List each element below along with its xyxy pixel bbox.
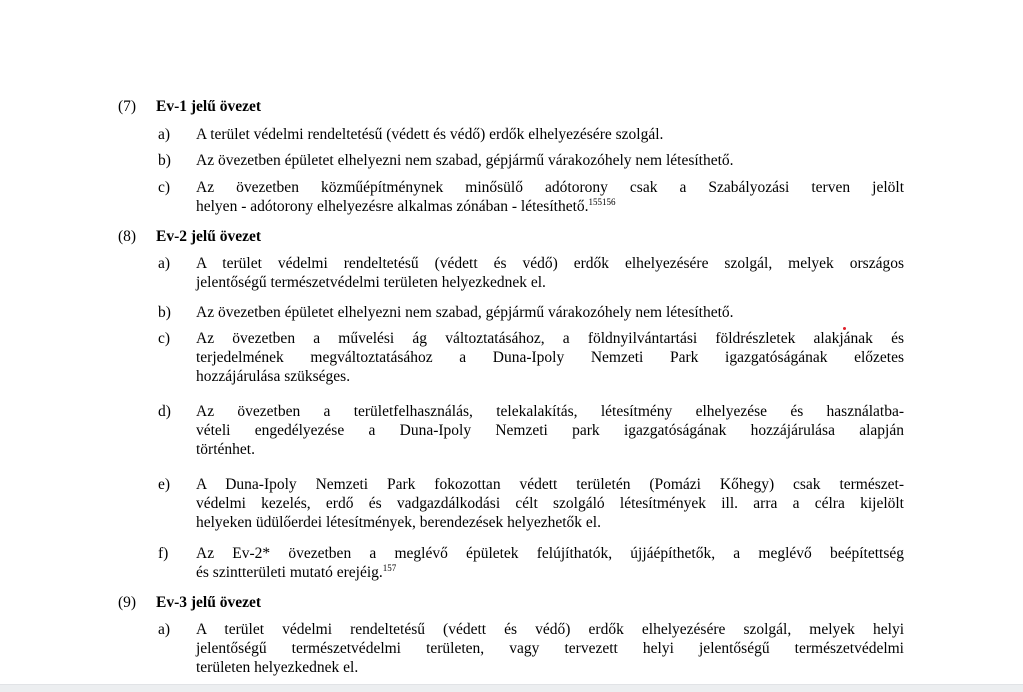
item-line: A terület védelmi rendeltetésű (védett és védő) erdők elhelyezésére szolgál, melyek országos bbox=[196, 255, 904, 272]
item-line: A terület védelmi rendeltetésű (védett és védő) erdők elhelyezésére szolgál. bbox=[196, 126, 664, 143]
item-line: védelmi kezelés, erdő és vadgazdálkodási célt szolgáló létesítmények ill. arra a célra kijelölt bbox=[196, 495, 904, 512]
section-number: (7) bbox=[118, 98, 137, 115]
section-title: Ev-3 jelű övezet bbox=[156, 594, 262, 611]
footnote-ref[interactable]: 157 bbox=[382, 563, 397, 573]
item-letter: c) bbox=[158, 179, 171, 196]
item-line: történhet. bbox=[196, 441, 255, 458]
item-line: Az övezetben közműépítménynek minősülő adótorony csak a Szabályozási terven jelölt bbox=[196, 179, 904, 196]
item-line: jelentőségű természetvédelmi területen helyezkednek el. bbox=[196, 274, 546, 291]
item-line: Az övezetben épületet elhelyezni nem szabad, gépjármű várakozóhely nem létesíthető. bbox=[196, 152, 734, 169]
item-line: A terület védelmi rendeltetésű (védett és védő) erdők elhelyezésére szolgál, melyek helyi bbox=[196, 621, 904, 638]
item-line: Az Ev-2* övezetben a meglévő épületek felújíthatók, újjáépíthetők, a meglévő beépítettség bbox=[196, 545, 904, 562]
footnote-ref[interactable]: 155156 bbox=[588, 197, 616, 207]
spellcheck-marker bbox=[843, 327, 846, 330]
item-letter: d) bbox=[158, 403, 171, 420]
section-number: (9) bbox=[118, 594, 137, 611]
section-number: (8) bbox=[118, 228, 137, 245]
item-letter: a) bbox=[158, 126, 171, 143]
item-letter: c) bbox=[158, 330, 171, 347]
section-heading bbox=[118, 228, 918, 246]
item-letter: a) bbox=[158, 255, 171, 272]
item-line: Az övezetben a művelési ág változtatásához, a földnyilvántartási földrészletek alakjának és bbox=[196, 330, 904, 347]
section-title: Ev-2 jelű övezet bbox=[156, 228, 262, 245]
item-letter: b) bbox=[158, 152, 171, 169]
section-title: Ev-1 jelű övezet bbox=[156, 98, 262, 115]
section-8 bbox=[118, 228, 918, 246]
item-line: és szintterületi mutató erejéig. bbox=[196, 564, 383, 581]
item-line: A Duna-Ipoly Nemzeti Park fokozottan védett területén (Pomázi Kőhegy) csak természet- bbox=[196, 476, 904, 493]
section-9 bbox=[118, 594, 918, 612]
item-line: területen helyezkednek el. bbox=[196, 659, 359, 676]
item-line: vételi engedélyezése a Duna-Ipoly Nemzeti park igazgatóságának hozzájárulása alapján bbox=[196, 422, 904, 439]
item-letter: a) bbox=[158, 621, 171, 638]
item-line: jelentőségű természetvédelmi területen, vagy tervezett helyi jelentőségű természetvédelmi bbox=[196, 640, 904, 657]
item-line: helyen - adótorony elhelyezésre alkalmas zónában - létesíthető. bbox=[196, 198, 589, 215]
item-line: Az övezetben a területfelhasználás, telekalakítás, létesítmény elhelyezése és használatba- bbox=[196, 403, 904, 420]
item-line: helyeken üdülőerdei létesítmények, berendezések helyezhetők el. bbox=[196, 514, 601, 531]
item-line: hozzájárulása szükséges. bbox=[196, 368, 351, 385]
section-heading bbox=[118, 98, 918, 116]
section-heading bbox=[118, 594, 918, 612]
item-line: terjedelmének megváltoztatásához a Duna-Ipoly Nemzeti Park igazgatóságának előzetes bbox=[196, 349, 904, 366]
section-7 bbox=[118, 98, 918, 116]
item-letter: e) bbox=[158, 476, 171, 493]
item-letter: b) bbox=[158, 304, 171, 321]
item-line: Az övezetben épületet elhelyezni nem szabad, gépjármű várakozóhely nem létesíthető. bbox=[196, 304, 734, 321]
item-letter: f) bbox=[158, 545, 169, 562]
